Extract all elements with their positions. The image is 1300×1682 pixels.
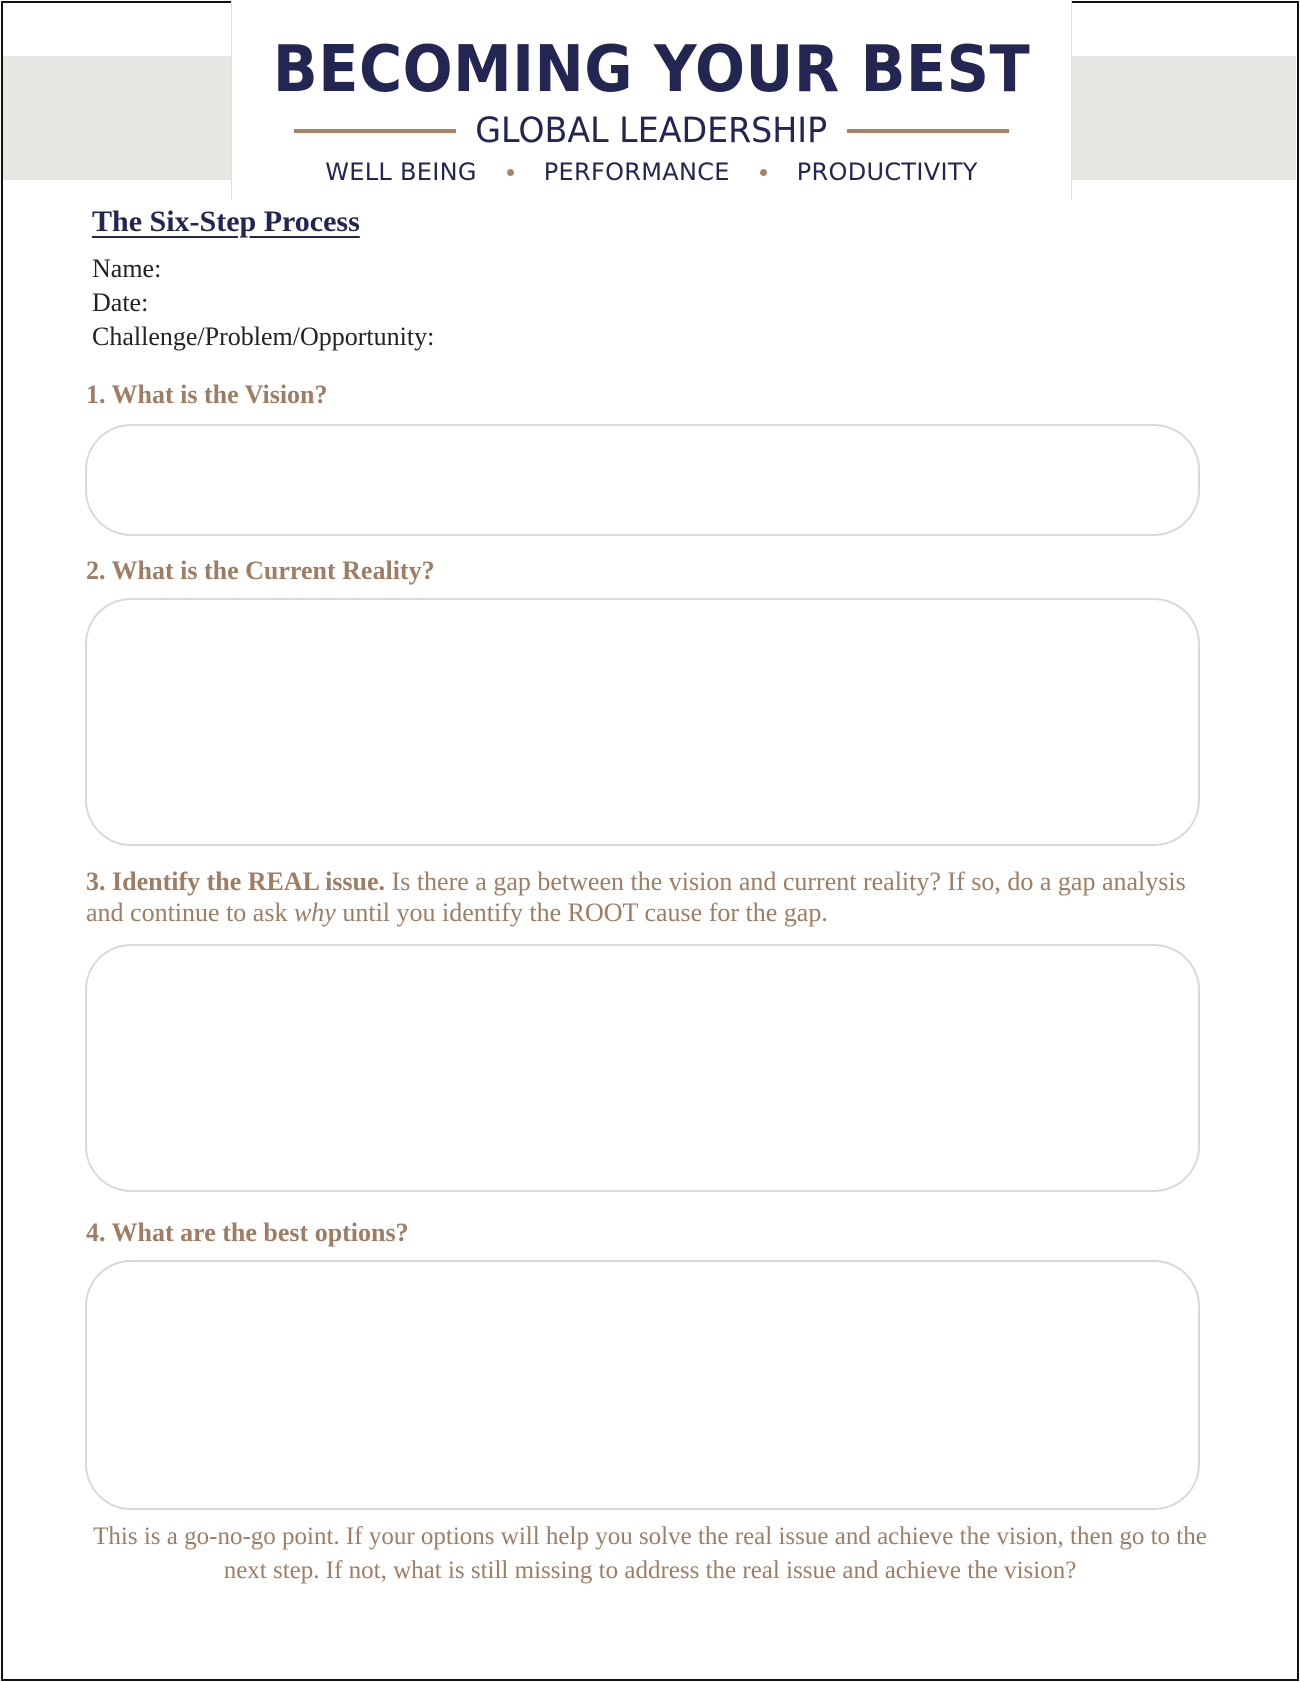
bullet-dot-icon [507,169,514,176]
document-title: The Six-Step Process [92,205,360,238]
brand-subtitle-row [294,110,1009,152]
header-band-right [1072,56,1296,180]
tagline-item: PERFORMANCE [543,158,730,186]
tagline-item: PRODUCTIVITY [796,158,978,186]
go-no-go-note: This is a go-no-go point. If your options will help you solve the real issue and achieve the vision, then go to the next step. If not, what is still missing to address the real issue and achieve the vision? [93,1523,1207,1584]
brand-rule-left [294,129,456,133]
answer-box-vision[interactable] [85,424,1200,536]
challenge-label: Challenge/Problem/Opportunity: [92,322,435,351]
question-current-reality: 2. What is the Current Reality? [86,556,435,585]
bullet-dot-icon [760,169,767,176]
answer-box-real-issue[interactable] [85,944,1200,1192]
name-label: Name: [92,254,162,283]
date-label: Date: [92,288,149,317]
brand-rule-right [847,129,1009,133]
answer-box-current-reality[interactable] [85,598,1200,846]
tagline [232,158,1071,186]
header-logo-card [231,0,1072,200]
brand-subtitle: GLOBAL LEADERSHIP [475,110,828,151]
question-real-issue-text: Is there a gap between the vision and current reality? If so, do a gap analysis and continue to ask [86,867,1186,927]
question-best-options: 4. What are the best options? [86,1218,409,1247]
header-band-left [3,56,231,180]
question-real-issue-heading: 3. Identify the REAL issue. [86,867,386,896]
tagline-item: WELL BEING [325,158,477,186]
question-real-issue-emphasis: why [293,898,336,927]
question-real-issue [86,866,1226,928]
question-vision: 1. What is the Vision? [86,380,328,409]
brand-title: BECOMING YOUR BEST [272,33,1031,107]
answer-box-best-options[interactable] [85,1260,1200,1510]
question-real-issue-text-end: until you identify the ROOT cause for the gap. [335,898,828,927]
